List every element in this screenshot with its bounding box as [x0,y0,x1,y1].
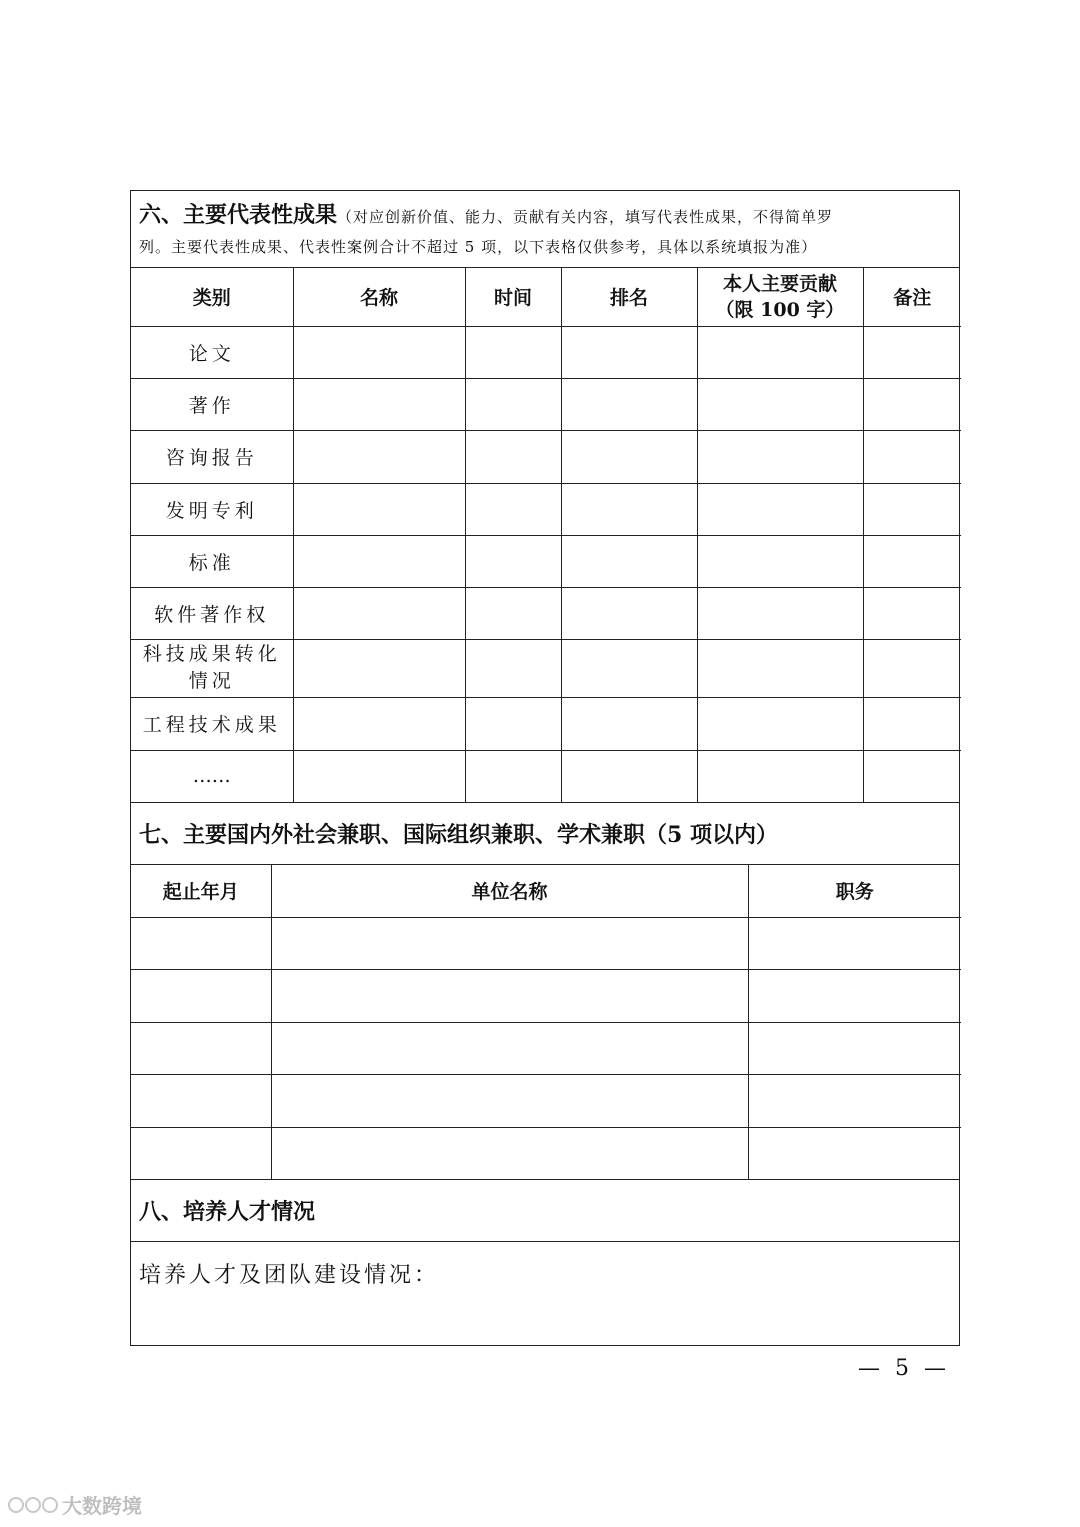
rank-cell[interactable] [561,483,697,535]
contribution-cell[interactable] [697,587,863,639]
table-row [131,587,961,639]
rank-cell[interactable] [561,639,697,697]
watermark-logo-icon [8,1497,58,1513]
header-position: 职务 [748,865,961,917]
application-form-frame [130,190,960,1346]
time-cell[interactable] [465,430,561,483]
name-cell[interactable] [293,430,465,483]
period-cell[interactable] [131,1022,271,1074]
rank-cell[interactable] [561,587,697,639]
category-cell: 著作 [131,378,293,430]
table-row [131,430,961,483]
category-cell: 软件著作权 [131,587,293,639]
page-number: — 5 — [858,1356,950,1381]
header-name: 名称 [293,268,465,326]
positions-table [131,865,961,1179]
header-org: 单位名称 [271,865,748,917]
position-cell[interactable] [748,1074,961,1127]
contribution-cell[interactable] [697,483,863,535]
table-row [131,697,961,750]
period-cell[interactable] [131,1127,271,1179]
org-cell[interactable] [271,917,748,969]
category-cell: 工程技术成果 [131,697,293,750]
category-cell: …… [131,750,293,802]
name-cell[interactable] [293,326,465,378]
watermark [8,1490,142,1519]
header-category: 类别 [131,268,293,326]
name-cell[interactable] [293,639,465,697]
category-cell: 发明专利 [131,483,293,535]
section7-title: 七、主要国内外社会兼职、国际组织兼职、学术兼职（5 项以内） [139,822,778,848]
table-row [131,969,961,1022]
org-cell[interactable] [271,1022,748,1074]
rank-cell[interactable] [561,326,697,378]
contribution-cell[interactable] [697,750,863,802]
category-cell: 论文 [131,326,293,378]
time-cell[interactable] [465,639,561,697]
org-cell[interactable] [271,969,748,1022]
remark-cell[interactable] [863,750,961,802]
name-cell[interactable] [293,750,465,802]
period-cell[interactable] [131,1074,271,1127]
section6-note-line1: （对应创新价值、能力、贡献有关内容，填写代表性成果，不得简单罗 [337,208,834,226]
position-cell[interactable] [748,1127,961,1179]
rank-cell[interactable] [561,430,697,483]
table-row [131,1022,961,1074]
remark-cell[interactable] [863,587,961,639]
table-row [131,917,961,969]
section6-title: 六、主要代表性成果 [139,202,338,228]
name-cell[interactable] [293,483,465,535]
table-row [131,483,961,535]
talent-training-label: 培养人才及团队建设情况： [139,1263,440,1288]
remark-cell[interactable] [863,697,961,750]
contribution-cell[interactable] [697,430,863,483]
position-cell[interactable] [748,969,961,1022]
table-row [131,750,961,802]
header-remark: 备注 [863,268,961,326]
table-row [131,326,961,378]
table-row [131,378,961,430]
contribution-cell[interactable] [697,639,863,697]
section6-header [131,191,959,268]
time-cell[interactable] [465,535,561,587]
position-cell[interactable] [748,1022,961,1074]
time-cell[interactable] [465,483,561,535]
category-cell: 咨询报告 [131,430,293,483]
section8-header [131,1179,959,1242]
section7-header [131,802,959,865]
watermark-text: 大数跨境 [62,1494,142,1518]
contribution-cell[interactable] [697,697,863,750]
remark-cell[interactable] [863,639,961,697]
period-cell[interactable] [131,917,271,969]
table-row [131,1074,961,1127]
remark-cell[interactable] [863,326,961,378]
contribution-cell[interactable] [697,535,863,587]
contribution-cell[interactable] [697,326,863,378]
header-contribution-line1: 本人主要贡献 [722,272,837,295]
header-contribution-line2: （限 100 字） [715,298,845,321]
table-row [131,1127,961,1179]
category-cell: 科技成果转化情况 [131,639,293,697]
header-period: 起止年月 [131,865,271,917]
table-row [131,639,961,697]
org-cell[interactable] [271,1074,748,1127]
period-cell[interactable] [131,969,271,1022]
name-cell[interactable] [293,587,465,639]
header-rank: 排名 [561,268,697,326]
rank-cell[interactable] [561,750,697,802]
org-cell[interactable] [271,1127,748,1179]
header-time: 时间 [465,268,561,326]
name-cell[interactable] [293,535,465,587]
name-cell[interactable] [293,697,465,750]
time-cell[interactable] [465,697,561,750]
section6-note-line2: 列。主要代表性成果、代表性案例合计不超过 5 项，以下表格仅供参考，具体以系统填报为准） [139,238,818,256]
talent-training-field[interactable] [131,1242,959,1344]
table-row [131,535,961,587]
contribution-cell[interactable] [697,378,863,430]
header-contribution [697,268,863,326]
remark-cell[interactable] [863,430,961,483]
time-cell[interactable] [465,750,561,802]
remark-cell[interactable] [863,378,961,430]
category-cell: 标准 [131,535,293,587]
position-cell[interactable] [748,917,961,969]
rank-cell[interactable] [561,697,697,750]
time-cell[interactable] [465,326,561,378]
remark-cell[interactable] [863,535,961,587]
time-cell[interactable] [465,378,561,430]
achievements-table [131,268,961,802]
time-cell[interactable] [465,587,561,639]
rank-cell[interactable] [561,535,697,587]
rank-cell[interactable] [561,378,697,430]
remark-cell[interactable] [863,483,961,535]
section8-title: 八、培养人才情况 [139,1199,316,1225]
name-cell[interactable] [293,378,465,430]
